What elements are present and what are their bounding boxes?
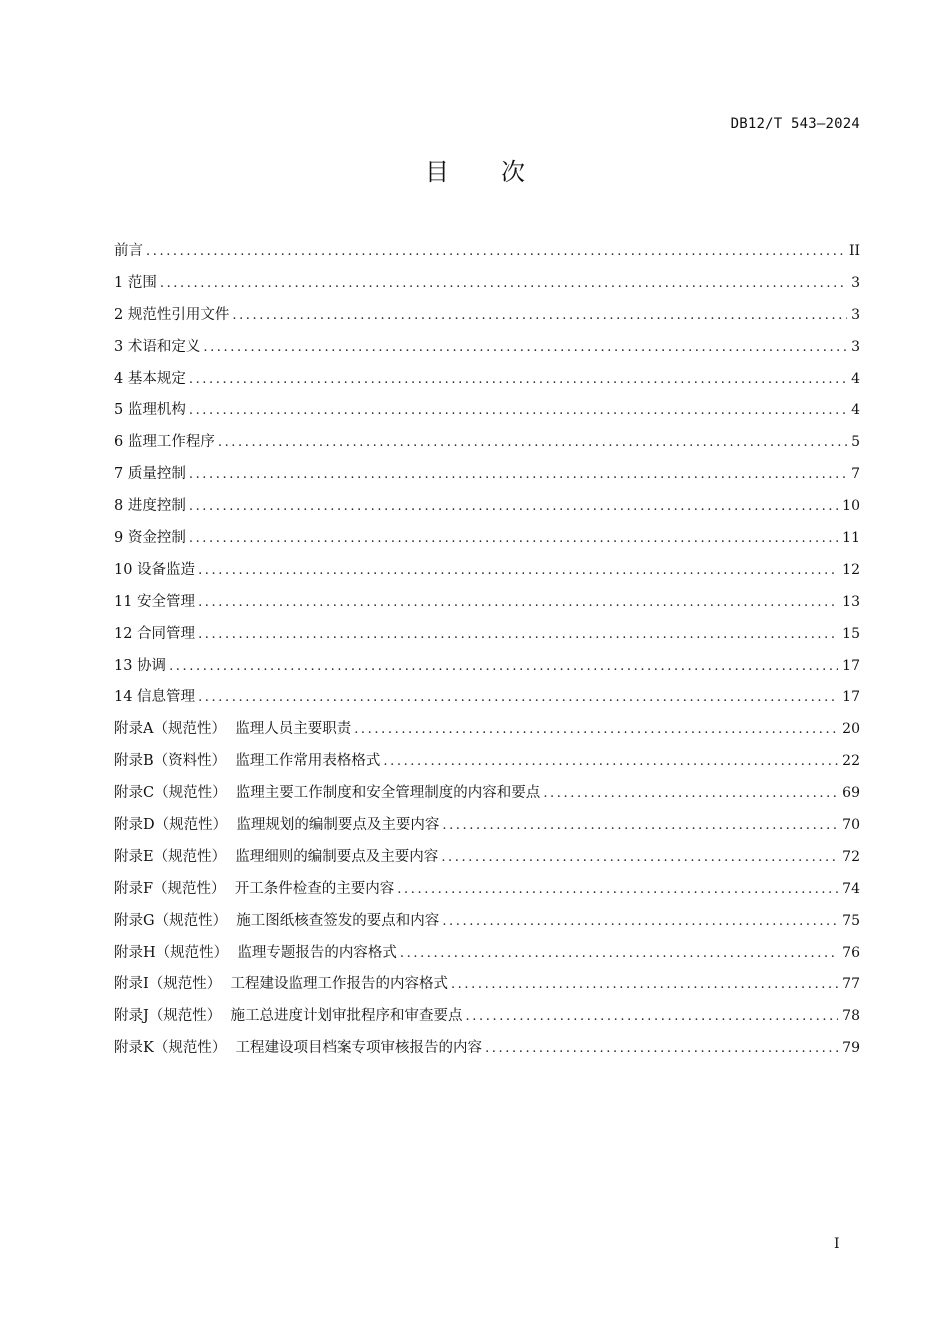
toc-entry[interactable] [114,1036,860,1068]
toc-dot-leader [198,690,838,705]
toc-entry-label: 前言 [114,243,143,259]
toc-dot-leader [160,276,847,291]
toc-entry-label: 14 信息管理 [114,689,196,706]
toc-dot-leader [189,403,847,418]
toc-entry[interactable] [114,845,860,877]
toc-dot-leader [189,467,847,482]
toc-entry-page: 78 [842,1008,860,1025]
toc-dot-leader [146,244,845,259]
toc-entry-label: 附录G（规范性） 施工图纸核查签发的要点和内容 [114,912,440,929]
toc-entry[interactable] [114,462,860,494]
toc-entry[interactable] [114,271,860,303]
toc-dot-leader [218,435,847,450]
toc-entry-label: 9 资金控制 [114,530,186,547]
toc-entry-label: 11 安全管理 [114,593,196,610]
toc-dot-leader [232,308,847,323]
toc-entry-label: 附录H（规范性） 监理专题报告的内容格式 [114,944,397,961]
toc-entry-page: 4 [851,402,860,419]
toc-entry-label: 10 设备监造 [114,561,196,578]
toc-entry-label: 附录A（规范性） 监理人员主要职责 [114,721,352,738]
toc-entry-label: 附录E（规范性） 监理细则的编制要点及主要内容 [114,848,439,865]
toc-entry-page: 77 [842,976,860,993]
toc-entry[interactable] [114,941,860,973]
toc-entry-page: 12 [842,561,860,578]
toc-entry[interactable] [114,749,860,781]
toc-dot-leader [543,786,838,801]
toc-entry-page: 20 [842,721,860,738]
toc-entry-page: 75 [842,912,860,929]
toc-entry-page: 3 [851,274,860,291]
toc-dot-leader [397,882,838,897]
toc-dot-leader [400,946,838,961]
toc-entry-page: 13 [842,593,860,610]
toc-entry-label: 5 监理机构 [114,402,186,419]
toc-entry-page: 72 [842,848,860,865]
toc-entry[interactable] [114,654,860,686]
toc-entry-page: II [848,243,860,259]
page-title: 目次 [425,158,577,186]
toc-entry-page: 3 [851,306,860,323]
toc-entry[interactable] [114,526,860,558]
toc-dot-leader [203,340,847,355]
toc-entry[interactable] [114,717,860,749]
toc-entry-label: 附录I（规范性） 工程建设监理工作报告的内容格式 [114,976,448,993]
toc-dot-leader [354,722,838,737]
toc-entry-label: 8 进度控制 [114,498,186,515]
toc-entry[interactable] [114,813,860,845]
toc-entry-label: 附录D（规范性） 监理规划的编制要点及主要内容 [114,817,440,834]
toc-dot-leader [442,818,838,833]
toc-entry[interactable] [114,622,860,654]
toc-entry[interactable] [114,877,860,909]
toc-entry-label: 附录B（资料性） 监理工作常用表格格式 [114,753,381,770]
toc-entry-page: 5 [851,434,860,451]
toc-entry[interactable] [114,590,860,622]
toc-entry-page: 76 [842,944,860,961]
toc-dot-leader [198,563,838,578]
toc-entry-label: 附录C（规范性） 监理主要工作制度和安全管理制度的内容和要点 [114,785,541,802]
toc-entry-label: 3 术语和定义 [114,338,201,355]
toc-entry[interactable] [114,1004,860,1036]
toc-entry[interactable] [114,685,860,717]
toc-dot-leader [451,977,838,992]
toc-entry-page: 7 [851,466,860,483]
toc-entry[interactable] [114,367,860,399]
toc-entry-label: 12 合同管理 [114,625,196,642]
toc-dot-leader [198,627,838,642]
toc-entry-page: 70 [842,817,860,834]
toc-entry[interactable] [114,972,860,1004]
toc-dot-leader [442,914,838,929]
toc-entry-label: 附录K（规范性） 工程建设项目档案专项审核报告的内容 [114,1040,483,1057]
toc-dot-leader [189,531,838,546]
toc-entry-page: 4 [851,370,860,387]
toc-entry-page: 3 [851,338,860,355]
toc-entry-page: 11 [842,530,860,547]
toc-entry-label: 2 规范性引用文件 [114,306,230,323]
toc-entry[interactable] [114,494,860,526]
toc-entry-label: 13 协调 [114,657,167,674]
toc-entry[interactable] [114,335,860,367]
toc-dot-leader [441,850,838,865]
document-code: DB12/T 543—2024 [730,116,860,132]
toc-entry-page: 17 [842,657,860,674]
toc-entry-label: 4 基本规定 [114,370,186,387]
toc-dot-leader [169,659,838,674]
page-number: I [834,1236,840,1252]
toc-entry[interactable] [114,239,860,271]
toc-entry[interactable] [114,430,860,462]
toc-entry-page: 17 [842,689,860,706]
toc-entry[interactable] [114,909,860,941]
toc-entry-page: 74 [842,880,860,897]
toc-entry-page: 79 [842,1040,860,1057]
toc-entry-label: 附录J（规范性） 施工总进度计划审批程序和审查要点 [114,1008,463,1025]
toc-entry[interactable] [114,398,860,430]
toc-dot-leader [189,372,847,387]
toc-dot-leader [189,499,838,514]
toc-entry-label: 7 质量控制 [114,466,186,483]
toc-entry-page: 10 [842,498,860,515]
toc-entry-label: 6 监理工作程序 [114,434,215,451]
toc-dot-leader [198,595,838,610]
toc-dot-leader [485,1041,838,1056]
toc-entry-page: 69 [842,785,860,802]
toc-entry-page: 15 [842,625,860,642]
toc-entry-label: 1 范围 [114,274,157,291]
table-of-contents [114,239,860,1068]
toc-entry-page: 22 [842,753,860,770]
toc-dot-leader [466,1009,839,1024]
toc-entry-label: 附录F（规范性） 开工条件检查的主要内容 [114,880,395,897]
toc-entry[interactable] [114,303,860,335]
toc-entry[interactable] [114,781,860,813]
toc-dot-leader [383,754,838,769]
toc-entry[interactable] [114,558,860,590]
